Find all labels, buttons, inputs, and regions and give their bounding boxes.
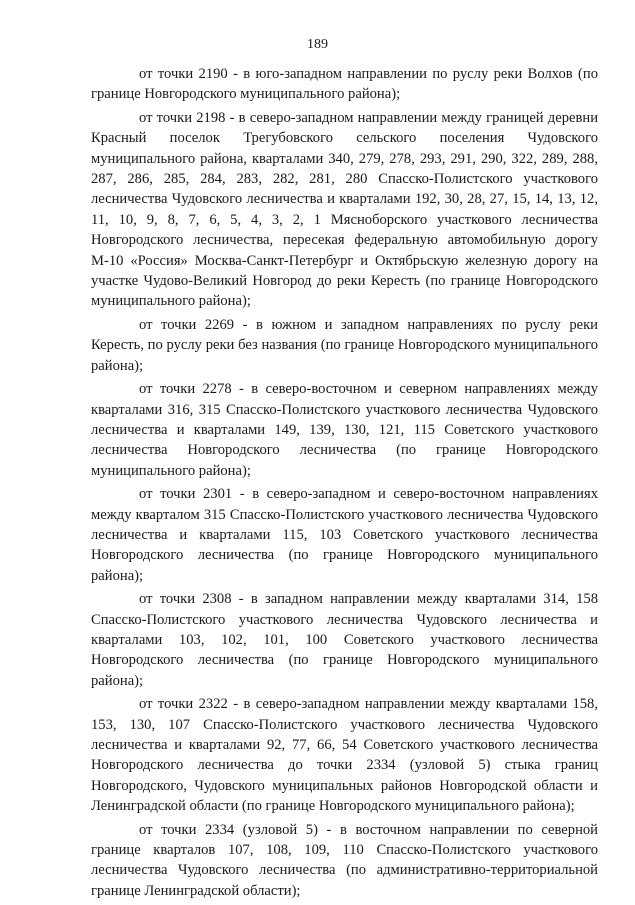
page-number: 189: [307, 37, 328, 52]
paragraph-point-2334: от точки 2334 (узловой 5) - в восточном направлении по северной границе кварталов 107, 108, 109, 110 Спасско-Полистского участкового лесничества Чудовского лесничества (по административно-территориальной границе Ленинградской области);: [91, 821, 598, 899]
paragraph-point-2322: от точки 2322 - в северо-западном направлении между кварталами 158, 153, 130, 107 Спасско-Полистского участкового лесничества Чудовского лесничества и кварталами 92, 77, 66, 54 Советского участкового лесничества Новгородского лесничества до точки 2334 (узловой 5) стыка границ Новгородского, Чудовского муниципальных районов Новгородской области и Ленинградской области (по границе Новгородского муниципального района);: [91, 696, 598, 815]
paragraph-point-2308: от точки 2308 - в западном направлении между кварталами 314, 158 Спасско-Полистского участкового лесничества Чудовского лесничества и кварталами 103, 102, 101, 100 Советского участкового лесничества Новгородского лесничества (по границе Новгородского муниципального района);: [91, 591, 598, 689]
paragraph-point-2269: от точки 2269 - в южном и западном направлениях по руслу реки Кересть, по руслу реки без названия (по границе Новгородского муниципального района);: [91, 316, 598, 374]
paragraph-point-2190: от точки 2190 - в юго-западном направлении по руслу реки Волхов (по границе Новгородского муниципального района);: [91, 66, 598, 103]
paragraph-point-2301: от точки 2301 - в северо-западном и северо-восточном направлениях между кварталом 315 Спасско-Полистского участкового лесничества Чудовского лесничества и кварталами 115, 103 Советского участкового лесничества Новгородского лесничества (по границе Новгородского муниципального района);: [91, 486, 598, 584]
paragraph-point-2198: от точки 2198 - в северо-западном направлении между границей деревни Красный поселок Трегубовского сельского поселения Чудовского муниципального района, кварталами 340, 279, 278, 293, 291, 290, 322, 289, 288, 287, 286, 285, 284, 283, 282, 281, 280 Спасско-Полистского участкового лесничества Чудовского лесничества и кварталами 192, 30, 28, 27, 15, 14, 13, 12, 11, 10, 9, 8, 7, 6, 5, 4, 3, 2, 1 Мясноборского участкового лесничества Новгородского лесничества, пересекая федеральную автомобильную дорогу М-10 «Россия» Москва-Санкт-Петербург и Октябрьскую железную дорогу на участке Чудово-Великий Новгород до реки Кересть (по границе Новгородского муниципального района);: [91, 109, 598, 310]
paragraph-point-2278: от точки 2278 - в северо-восточном и северном направлениях между кварталами 316, 315 Спасско-Полистского участкового лесничества Чудовского лесничества и кварталами 149, 139, 130, 121, 115 Советского участкового лесничества Новгородского лесничества (по границе Новгородского муниципального района);: [91, 381, 598, 479]
document-body: [91, 64, 598, 904]
